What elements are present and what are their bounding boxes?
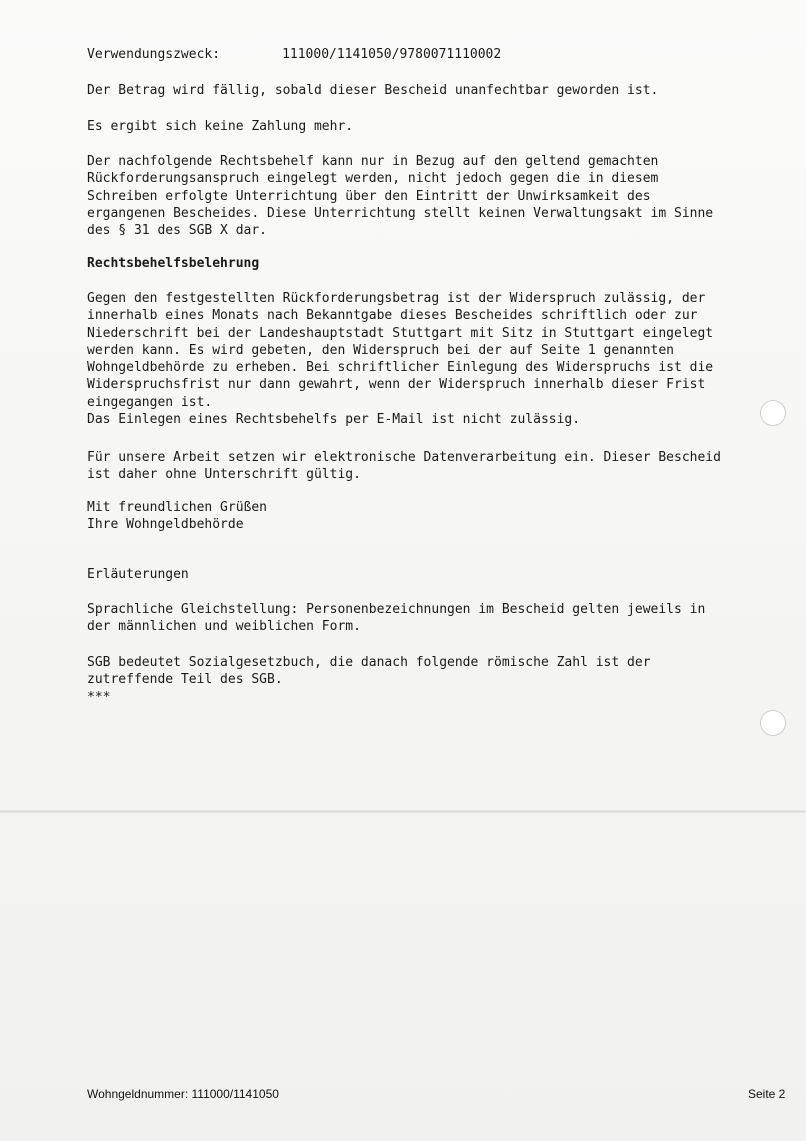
equality-text: [87, 601, 767, 636]
remedy-text: [87, 290, 767, 428]
text-line: Gegen den festgestellten Rückforderungsbetrag ist der Widerspruch zulässig, der: [87, 291, 706, 306]
closing-line: Mit freundlichen Grüßen: [87, 500, 268, 515]
sgb-text: [87, 654, 767, 706]
closing: [87, 499, 767, 534]
text-line: Niederschrift bei der Landeshauptstadt Stuttgart mit Sitz in Stuttgart eingelegt: [87, 325, 714, 341]
text-line: innerhalb eines Monats nach Bekanntgabe dieses Bescheides schriftlich oder zur: [87, 308, 698, 324]
text-line: ist daher ohne Unterschrift gültig.: [87, 467, 361, 483]
punch-hole: [760, 710, 786, 736]
text-line: SGB bedeutet Sozialgesetzbuch, die danach folgende römische Zahl ist der: [87, 655, 651, 670]
text-line: zutreffende Teil des SGB.: [87, 672, 283, 688]
footer-reference: Wohngeldnummer: 111000/1141050: [87, 1087, 279, 1101]
no-payment-text: Es ergibt sich keine Zahlung mehr.: [87, 119, 354, 134]
text-line: Das Einlegen eines Rechtsbehelfs per E-Mail ist nicht zulässig.: [87, 412, 581, 428]
paper-fold: [0, 810, 806, 813]
text-line: Schreiben erfolgte Unterrichtung über den Eintritt der Unwirksamkeit des: [87, 188, 651, 204]
text-line: Für unsere Arbeit setzen wir elektronische Datenverarbeitung ein. Dieser Bescheid: [87, 450, 721, 465]
text-line: des § 31 des SGB X dar.: [87, 223, 268, 239]
text-line: Rückforderungsanspruch eingelegt werden, nicht jedoch gegen die in diesem: [87, 171, 659, 187]
text-line: Widerspruchsfrist nur dann gewahrt, wenn der Widerspruch innerhalb dieser Frist: [87, 377, 706, 393]
closing-line: Ihre Wohngeldbehörde: [87, 517, 244, 533]
legal-remedy-scope: [87, 153, 767, 239]
text-line: Sprachliche Gleichstellung: Personenbezeichnungen im Bescheid gelten jeweils in: [87, 602, 706, 617]
due-text: Der Betrag wird fällig, sobald dieser Bescheid unanfechtbar geworden ist.: [87, 83, 659, 98]
purpose-value: 111000/1141050/9780071110002: [282, 47, 502, 62]
text-line: eingegangen ist.: [87, 394, 213, 410]
purpose-line: [87, 46, 767, 63]
text-line: Wohngeldbehörde zu erheben. Bei schriftlicher Einlegung des Widerspruchs ist die: [87, 360, 714, 376]
footer-page-number: Seite 2: [748, 1087, 786, 1101]
heading-explanations: Erläuterungen: [87, 567, 189, 582]
text-line: ergangenen Bescheides. Diese Unterrichtung stellt keinen Verwaltungsakt im Sinne: [87, 205, 714, 221]
text-line: Der nachfolgende Rechtsbehelf kann nur in Bezug auf den geltend gemachten: [87, 154, 659, 169]
electronic-text: [87, 449, 767, 484]
text-line: ***: [87, 689, 111, 705]
text-line: der männlichen und weiblichen Form.: [87, 619, 361, 635]
heading-remedy: Rechtsbehelfsbelehrung: [87, 256, 260, 271]
purpose-label: Verwendungszweck:: [87, 47, 221, 62]
text-line: werden kann. Es wird gebeten, den Widerspruch bei der auf Seite 1 genannten: [87, 342, 674, 358]
